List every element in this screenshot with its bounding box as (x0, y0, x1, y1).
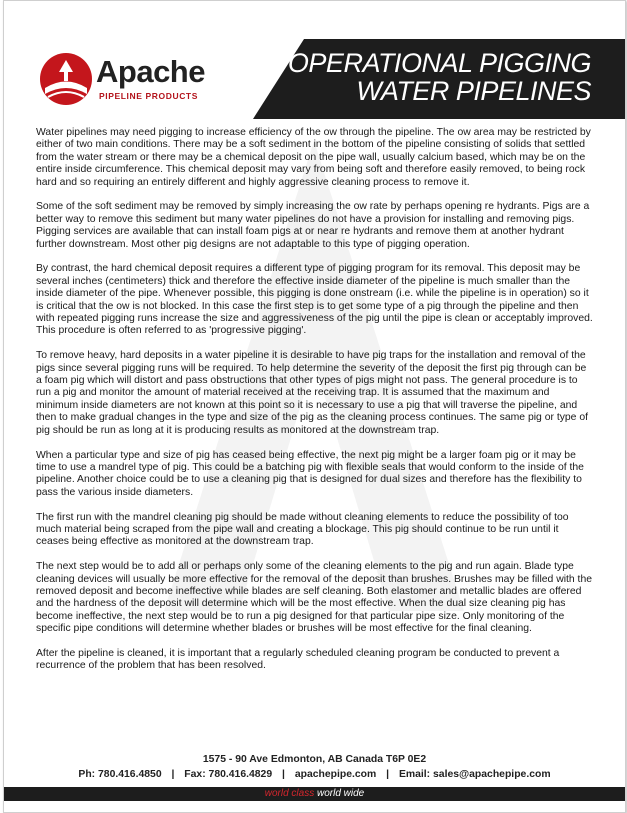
paragraph: After the pipeline is cleaned, it is important that a regularly scheduled cleaning program be conducted to prevent a recurrence of the problem that has been resolved. (36, 647, 560, 672)
tagline-band (4, 787, 625, 801)
paragraph: When a particular type and size of pig has ceased being effective, the next pig might be a larger foam pig or it may be time to use a mandrel type of pig. This could be a batching pig with flexible seals that would conform to the inside of the pipeline. Another choice could be to use a cleaning pig that is designed for dual sizes and therefore has the flexibility to pass the various inside diameters. (36, 449, 584, 498)
document-page (3, 0, 626, 813)
tagline-red: world class (264, 788, 315, 799)
footer-separator: | (282, 769, 285, 780)
paragraph: The next step would be to add all or perhaps only some of the cleaning elements to the pig and run again. Blade type cleaning devices will usually be more effective for the removal of the deposit than brushes. Brushes may be filled with the removed deposit and become ineffective while blades are self cleaning. Both elastomer and metallic blades are offered and the hardness of the deposit will determine which will be the most effective. When the dual size cleaning pig has become ineffective, the next step would be to run a pig designed for that particular pipe size. Only monitoring of the specific pipe conditions will determine whether blades or brushes will be most effective for the final cleaning. (36, 561, 593, 635)
brand-name: Apache (96, 54, 205, 89)
apache-logo-icon (38, 51, 94, 107)
footer-contact (4, 769, 625, 780)
paragraph: The first run with the mandrel cleaning pig should be made without cleaning elements to reduce the possibility of too much material being scraped from the pipe wall and creating a blockage. This pig should continue to be run until it ceases being effective as monitored at the downstream trap. (36, 511, 569, 548)
footer-separator: | (171, 769, 175, 780)
footer-phone: Ph: 780.416.4850 (78, 769, 162, 780)
footer-fax: Fax: 780.416.4829 (184, 769, 273, 780)
title-line-1: OPERATIONAL PIGGING (287, 48, 591, 78)
brand-subtitle: PIPELINE PRODUCTS (99, 91, 198, 101)
footer-separator: | (386, 769, 390, 780)
paragraph: To remove heavy, hard deposits in a water pipeline it is desirable to have pig traps for the installation and removal of the pigs since several pigging runs will be required. To help determine the severity of the deposit the first pig through can be a foam pig which will distort and pass obstructions that other types of pigs might not pass. The general procedure is to run a pig and monitor the amount of material received at the receiving trap. It is assumed that the maximum and minimum inside diameters are not known at this point so it is necessary to use a pig that will traverse the pipeline, and then to make gradual changes in the type and size of the pig as the cleaning process continues. The same pig or type of pig should be run as long at it is producing results as monitored at the downstream trap. (36, 350, 589, 436)
title-line-2: WATER PIPELINES (356, 76, 591, 106)
tagline-white: world wide (317, 788, 365, 799)
body-text (36, 127, 594, 685)
paragraph: Some of the soft sediment may be removed by simply increasing the ow rate by perhaps opening re hydrants. Pigs are a better way to remove this sediment but many water pipelines do not have a provision for installing and removing pigs. Pigging services are available that can install foam pigs at or near re hydrants and remove them at another hydrant further downstream. Most other pig designs are not adaptable to this type of pigging operation. (36, 201, 590, 250)
paragraph: By contrast, the hard chemical deposit requires a different type of pigging program for its removal. This deposit may be several inches (centimeters) thick and therefore the effective inside diameter of the pipeline is much smaller than the inside diameter of the pipe. Whenever possible, this pigging is done onstream (i.e. while the pipeline is in operation) so it is critical that the ow is not blocked. In this case the first step is to get some type of a pig through the pipeline and then with repeated pigging runs increase the size and aggressiveness of the pig until the pipe is clean or acceptably improved. This procedure is often referred to as 'progressive pigging'. (36, 263, 593, 337)
paragraph: Water pipelines may need pigging to increase efficiency of the ow through the pipeline. The ow area may be restricted by either of two main conditions. There may be a soft sediment in the bottom of the pipeline consisting of solids that settled from the water stream or there may be a chemical deposit on the pipe wall, usually calcium based, which may be on the entire inside circumference. This chemical deposit may vary from being soft and therefore easily removed, to being rock hard and so requiring an entirely different and highly aggressive cleaning process to remove it. (36, 127, 591, 188)
document-title (288, 49, 591, 105)
footer-email-link[interactable]: Email: sales@apachepipe.com (398, 769, 551, 780)
footer-website-link[interactable]: apachepipe.com (294, 769, 377, 780)
footer-address: 1575 - 90 Ave Edmonton, AB Canada T6P 0E2 (202, 754, 427, 765)
